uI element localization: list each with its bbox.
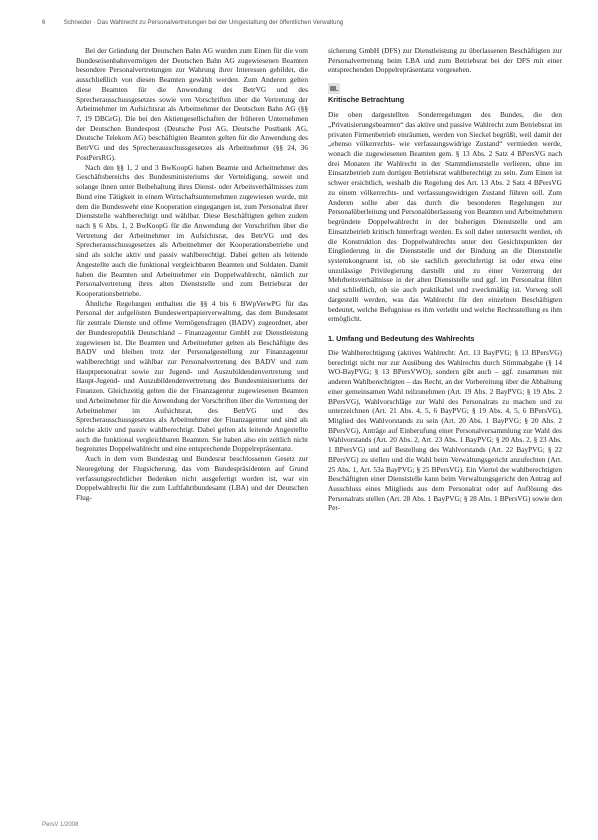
- paragraph: Auch in dem vom Bundestag und Bundesrat beschlossenen Gesetz zur Neuregelung der Flugsicherung, das vom Bundespräsidenten auf Grund verfassungsrechtlicher Bedenken nicht ausgefertigt worden ist, war ein Doppelwahlrecht für die zum Luftfahrtbundesamt (LBA) und der Deutschen Flug-: [76, 454, 308, 503]
- page-number: 6: [42, 19, 46, 26]
- section-title: Kritische Betrachtung: [328, 95, 405, 105]
- section-heading: [328, 83, 562, 104]
- paragraph: sicherung GmbH (DFS) zur Dienstleistung zu überlassenen Beschäftigten zur Personalvertretung beim LBA und zum Betriebsrat bei der DFS mit einer entsprechenden Doppelrepräsentanz vorgesehen.: [328, 46, 562, 75]
- paragraph: Bei der Gründung der Deutschen Bahn AG wurden zum Einen für die vom Bundeseisenbahnvermögen der Deutschen Bahn AG zugewiesenen Beamten besondere Personalvertretungen zur Wahrung ihrer Interessen gebildet, die ausschließlich von diesen Beamten gewählt werden. Zum Anderen gelten diese Beamten für die Anwendung des BetrVG und des Sprecherausschussgesetzes sowie von Vorschriften über die Vertretung der Arbeitnehmer im Aufsichtsrat als Arbeitnehmer der Deutschen Bahn AG (§§ 7, 19 DBGrG). Die bei den Aktiengesellschaften der früheren Unternehmen der Deutschen Bundespost (Deutsche Post AG, Deutsche Postbank AG, Deutsche Telekom AG) beschäftigten Beamten gelten für die Anwendung des BetrVG und des Sprecherausschussgesetzes als Arbeitnehmer (§§ 24, 36 PostPersRG).: [76, 46, 308, 162]
- page-footer: PersV 1/2008: [42, 822, 79, 828]
- paragraph: Die Wahlberechtigung (aktives Wahlrecht: Art. 13 BayPVG; § 13 BPersVG) berechtigt nicht nur zur Ausübung des Wahlrechts durch Stimmabgabe (§ 14 WO-BayPVG; § 13 BPersVWO), sondern gibt auch – ggf. zusammen mit anderen Wahlberechtigten – das Recht, an der Vorbereitung über die Abhaltung einer gemeinsamen Wahl teilzunehmen (Art. 19 Abs. 2 BayPVG; § 19 Abs. 2 BPersVG), Wahlvorschläge zur Wahl des Personalrats zu machen und zu unterzeichnen (Art. 21 Abs. 4, 5, 6 BayPVG; § 19 Abs. 4, 5, 6 BPersVG), Mitglied des Wahlvorstands zu sein (Art. 20 Abs. 1 BayPVG; § 20 Abs. 2 BPersVG), Anträge auf Einberufung einer Personalversammlung zur Wahl des Wahlvorstands (Art. 20 Abs. 2, Art. 23 Abs. 1 BayPVG; § 20 Abs. 2, § 23 Abs. 1 BPersVG) und auf Bestellung des Wahlvorstands (Art. 22 BayPVG; § 22 BPersVG) zu stellen und die Wahl beim Verwaltungsgericht anzufechten (Art. 25 Abs. 1, Art. 53a BayPVG; § 25 BPersVG). Ein Viertel der wahlberechtigten Beschäftigten einer Dienststelle kann beim Verwaltungsgericht den Antrag auf Ausschluss eines Mitglieds aus dem Personalrat oder auf Auflösung des Personalrats stellen (Art. 28 Abs. 1 BayPVG; § 28 Abs. 1 BPersVG) sowie den Per-: [328, 347, 562, 513]
- paragraph: Die oben dargestellten Sonderregelungen des Bundes, die den „Privatisierungsbeamten“ das aktive und passive Wahlrecht zum Betriebsrat im privaten Firmenbetrieb einräumen, werden von Sieckel begrüßt, weil damit der „ebenso völkerrechts- wie verfassungswidrige Zustand“ vermieden werde, wonach die zugewiesenen Beamten gem. § 13 Abs. 2 Satz 4 BPersVG nach drei Monaten ihr Wahlrecht in der Stammdienststelle verlieren, ohne im Einsatzbetrieb zum dortigen Betriebsrat wahlberechtigt zu sein. Zum Einen ist schwer ersichtlich, weshalb die Regelung des Art. 13 Abs. 2 Satz 4 BPersVG zu einem völkerrechts- und verfassungswidrigen Zustand führen soll. Zum Anderen sollte aber das durch die besonderen Regelungen zur Personalüberleitung und Personalüberlassung von Beamten und Arbeitnehmern begründete Doppelwahlrecht in der bisherigen Dienststelle und am Einsatzbetrieb kritisch hinterfragt werden. Es soll daher untersucht werden, ob die Konstruktion des Doppelwahlrechts unter den Gesichtspunkten der Eingliederung in die Dienststelle und der Bindung an die Dienststelle systemkongruent ist, ob sie sachlich gerechtfertigt ist oder etwa eine unzulässige Privilegierung darstellt und zu einer Verzerrung der Mehrheitsverhältnisse in der alten Dienststelle und ggf. im Personalrat führt und schließlich, ob sie auch praktikabel und zweckmäßig ist. Vorweg soll dargestellt werden, was das Wahlrecht für den einzelnen Beschäftigten bedeutet, welche Befugnisse es ihm verleiht und welche Rechtsstellung es ihm ermöglicht.: [328, 110, 562, 324]
- paragraph: Ähnliche Regelungen enthalten die §§ 4 bis 6 BWpVerwPG für das Personal der aufgelösten Bundeswertpapierverwaltung, das dem Bundesamt für zentrale Dienste und offene Vermögensfragen (BADV) zugeordnet, aber der Bundesrepublik Deutschland – Finanzagentur GmbH zur Dienstleistung zugewiesen ist. Die Beamten und Arbeitnehmer gelten als Beschäftigte des BADV und bleiben trotz der Personalgestellung zur Finanzagentur wahlberechtigt und wählbar zur Personalvertretung des BADV und zum Hauptpersonalrat sowie zur Jugend- und Auszubildendenvertretung und Haupt-Jugend- und Auszubildendenvertretung des Bundesministeriums der Finanzen. Gleichzeitig gelten die der Finanzagentur zugewiesenen Beamten und Arbeitnehmer für die Anwendung der Vorschriften über die Vertretung der Arbeitnehmer im Aufsichtsrat, des BetrVG und des Sprecherausschussgesetzes als Arbeitnehmer der Finanzagentur und sind als solche aktiv und passiv wahlberechtigt. Dabei gelten als leitende Angestellte auch die funktional vergleichbaren Beamten. Sie haben also ein zeitlich nicht begrenztes Doppelwahlrecht und eine entsprechende Doppelrepräsentanz.: [76, 298, 308, 454]
- left-column: [76, 46, 308, 503]
- right-column: [328, 46, 562, 513]
- running-header: [42, 19, 562, 26]
- paragraph: Nach den §§ 1, 2 und 3 BwKoopG haben Beamte und Arbeitnehmer des Geschäftsbereichs des Bundesministeriums der Verteidigung, soweit und solange ihnen unter Beibehaltung ihres Dienst- oder Arbeitsverhältnisses zum Bund eine Tätigkeit in einem Wirtschaftsunternehmen zugewiesen wurde, mit dem die Bundeswehr eine Kooperation eingegangen ist, zum Personalrat ihrer Dienststelle wahlberechtigt und wählbar. Diese Beschäftigten gelten zudem nach § 6 Abs. 1, 2 BwKoopG für die Anwendung der Vorschriften über die Vertretung der Arbeitnehmer im Aufsichtsrat, des BetrVG und des Sprecherausschussgesetzes als Arbeitnehmer der Kooperationsbetriebe und sind als solche aktiv und passiv wahlberechtigt. Dabei gelten als leitende Angestellte auch die funktional vergleichbaren Beamten und Soldaten. Damit haben die Beamten und Arbeitnehmer ein Doppelwahlrecht, nämlich zur Personalvertretung ihres alten Dienststelle und zum Betriebsrat der Kooperationsbetriebe.: [76, 162, 308, 298]
- running-title: Schneider · Das Wahlrecht zu Personalvertretungen bei der Umgestaltung der öffentlichen Verwaltung: [63, 19, 344, 26]
- subsection-heading: 1. Umfang und Bedeutung des Wahlrechts: [328, 333, 475, 343]
- section-number: III.: [330, 84, 339, 94]
